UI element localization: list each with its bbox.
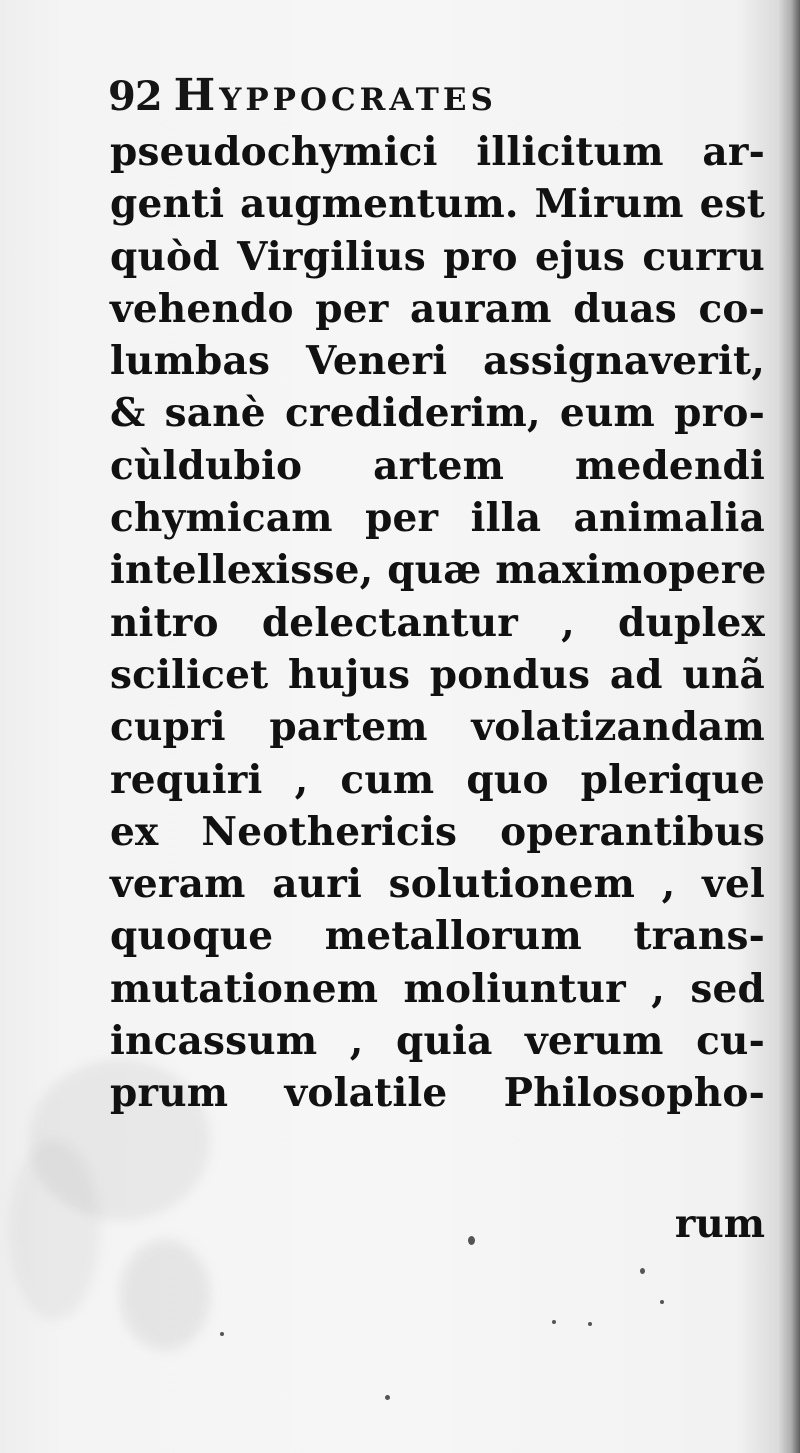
text-line: scilicet hujus pondus ad unã — [110, 651, 765, 698]
text-line: & sanè crediderim, eum pro- — [110, 390, 765, 437]
text-line: chymicam per illa animalia — [110, 495, 765, 542]
text-line: quoque metallorum trans- — [110, 913, 765, 960]
ink-speck — [588, 1322, 592, 1326]
page-header — [108, 70, 497, 130]
ink-speck — [552, 1320, 556, 1324]
page-edge-shadow — [778, 0, 800, 1453]
text-line: cùldubio artem medendi — [110, 442, 765, 489]
text-line: lumbas Veneri assignaverit, — [110, 338, 765, 385]
paper-stain — [10, 1140, 100, 1320]
page-number: 92 — [108, 73, 162, 120]
ink-speck — [385, 1395, 390, 1400]
running-head: Hyppocrates — [173, 70, 497, 121]
ink-speck — [660, 1300, 664, 1304]
text-line: cupri partem volatizandam — [110, 704, 765, 751]
text-line: vehendo per auram duas co- — [110, 285, 765, 332]
catchword-line — [110, 1198, 765, 1250]
ink-speck — [640, 1268, 645, 1274]
text-line: pseudochymici illicitum ar- — [110, 129, 765, 175]
text-line: incassum , quia verum cu- — [110, 1018, 765, 1065]
text-line: genti augmentum. Mirum est — [110, 181, 765, 228]
text-line: intellexisse, quæ maximopere — [110, 547, 767, 594]
text-line: nitro delectantur , duplex — [110, 599, 765, 646]
text-line: mutationem moliuntur , sed — [110, 965, 765, 1012]
text-line: ex Neothericis operantibus — [110, 808, 765, 855]
text-line: veram auri solutionem , vel — [110, 861, 765, 908]
text-line: prum volatile Philosopho- — [110, 1070, 765, 1117]
catchword: rum — [674, 1201, 765, 1247]
text-line: quòd Virgilius pro ejus curru — [110, 233, 765, 280]
body-text — [110, 126, 765, 1120]
paper-stain — [120, 1240, 210, 1350]
text-line: requiri , cum quo plerique — [110, 756, 765, 803]
ink-speck — [220, 1332, 224, 1336]
